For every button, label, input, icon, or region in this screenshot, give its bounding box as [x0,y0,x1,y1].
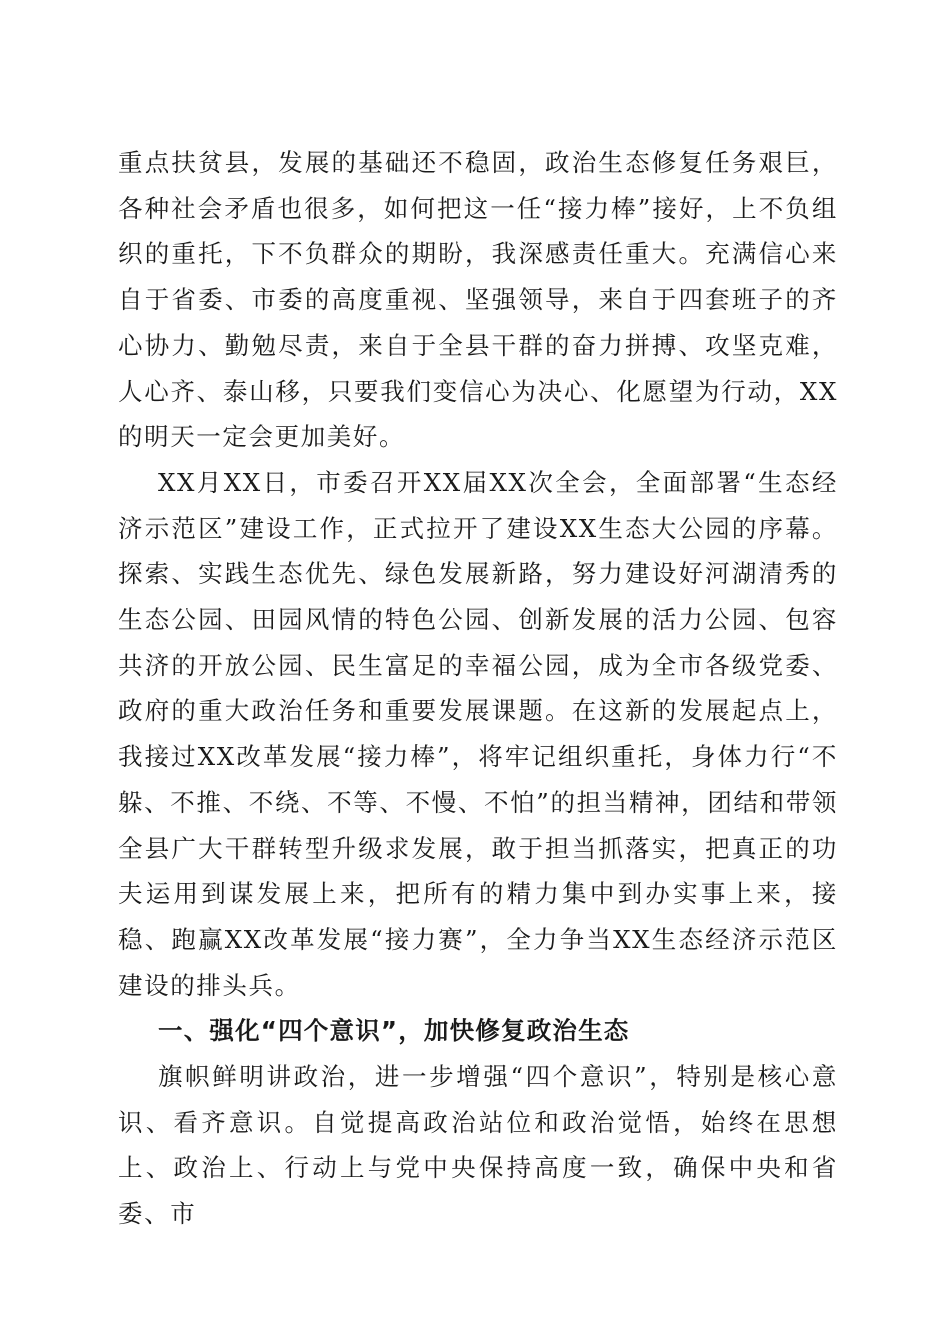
paragraph-plenary-session: XX月XX日，市委召开XX届XX次全会，全面部署“生态经济示范区”建设工作，正式拉开了建设XX生态大公园的序幕。探索、实践生态优先、绿色发展新路，努力建设好河湖清秀的生态公园、田园风情的特色公园、创新发展的活力公园、包容共济的开放公园、民生富足的幸福公园，成为全市各级党委、政府的重大政治任务和重要发展课题。在这新的发展起点上，我接过XX改革发展“接力棒”，将牢记组织重托，身体力行“不躲、不推、不绕、不等、不慢、不怕”的担当精神，团结和带领全县广大干群转型升级求发展，敢于担当抓落实，把真正的功夫运用到谋发展上来，把所有的精力集中到办实事上来，接稳、跑赢XX改革发展“接力赛”，全力争当XX生态经济示范区建设的排头兵。 [118,467,838,1000]
section-heading: 一、强化“四个意识”，加快修复政治生态 [158,1016,630,1046]
paragraph-politics: 旗帜鲜明讲政治，进一步增强“四个意识”，特别是核心意识、看齐意识。自觉提高政治站位和政治觉悟，始终在思想上、政治上、行动上与党中央保持高度一致，确保中央和省委、市 [118,1062,838,1229]
paragraph-continuation: 重点扶贫县，发展的基础还不稳固，政治生态修复任务艰巨，各种社会矛盾也很多，如何把这一任“接力棒”接好，上不负组织的重托，下不负群众的期盼，我深感责任重大。充满信心来自于省委、市委的高度重视、坚强领导，来自于四套班子的齐心协力、勤勉尽责，来自于全县干群的奋力拼搏、攻坚克难，人心齐、泰山移，只要我们变信心为决心、化愿望为行动，XX的明天一定会更加美好。 [118,148,838,452]
document-page [118,140,838,1237]
